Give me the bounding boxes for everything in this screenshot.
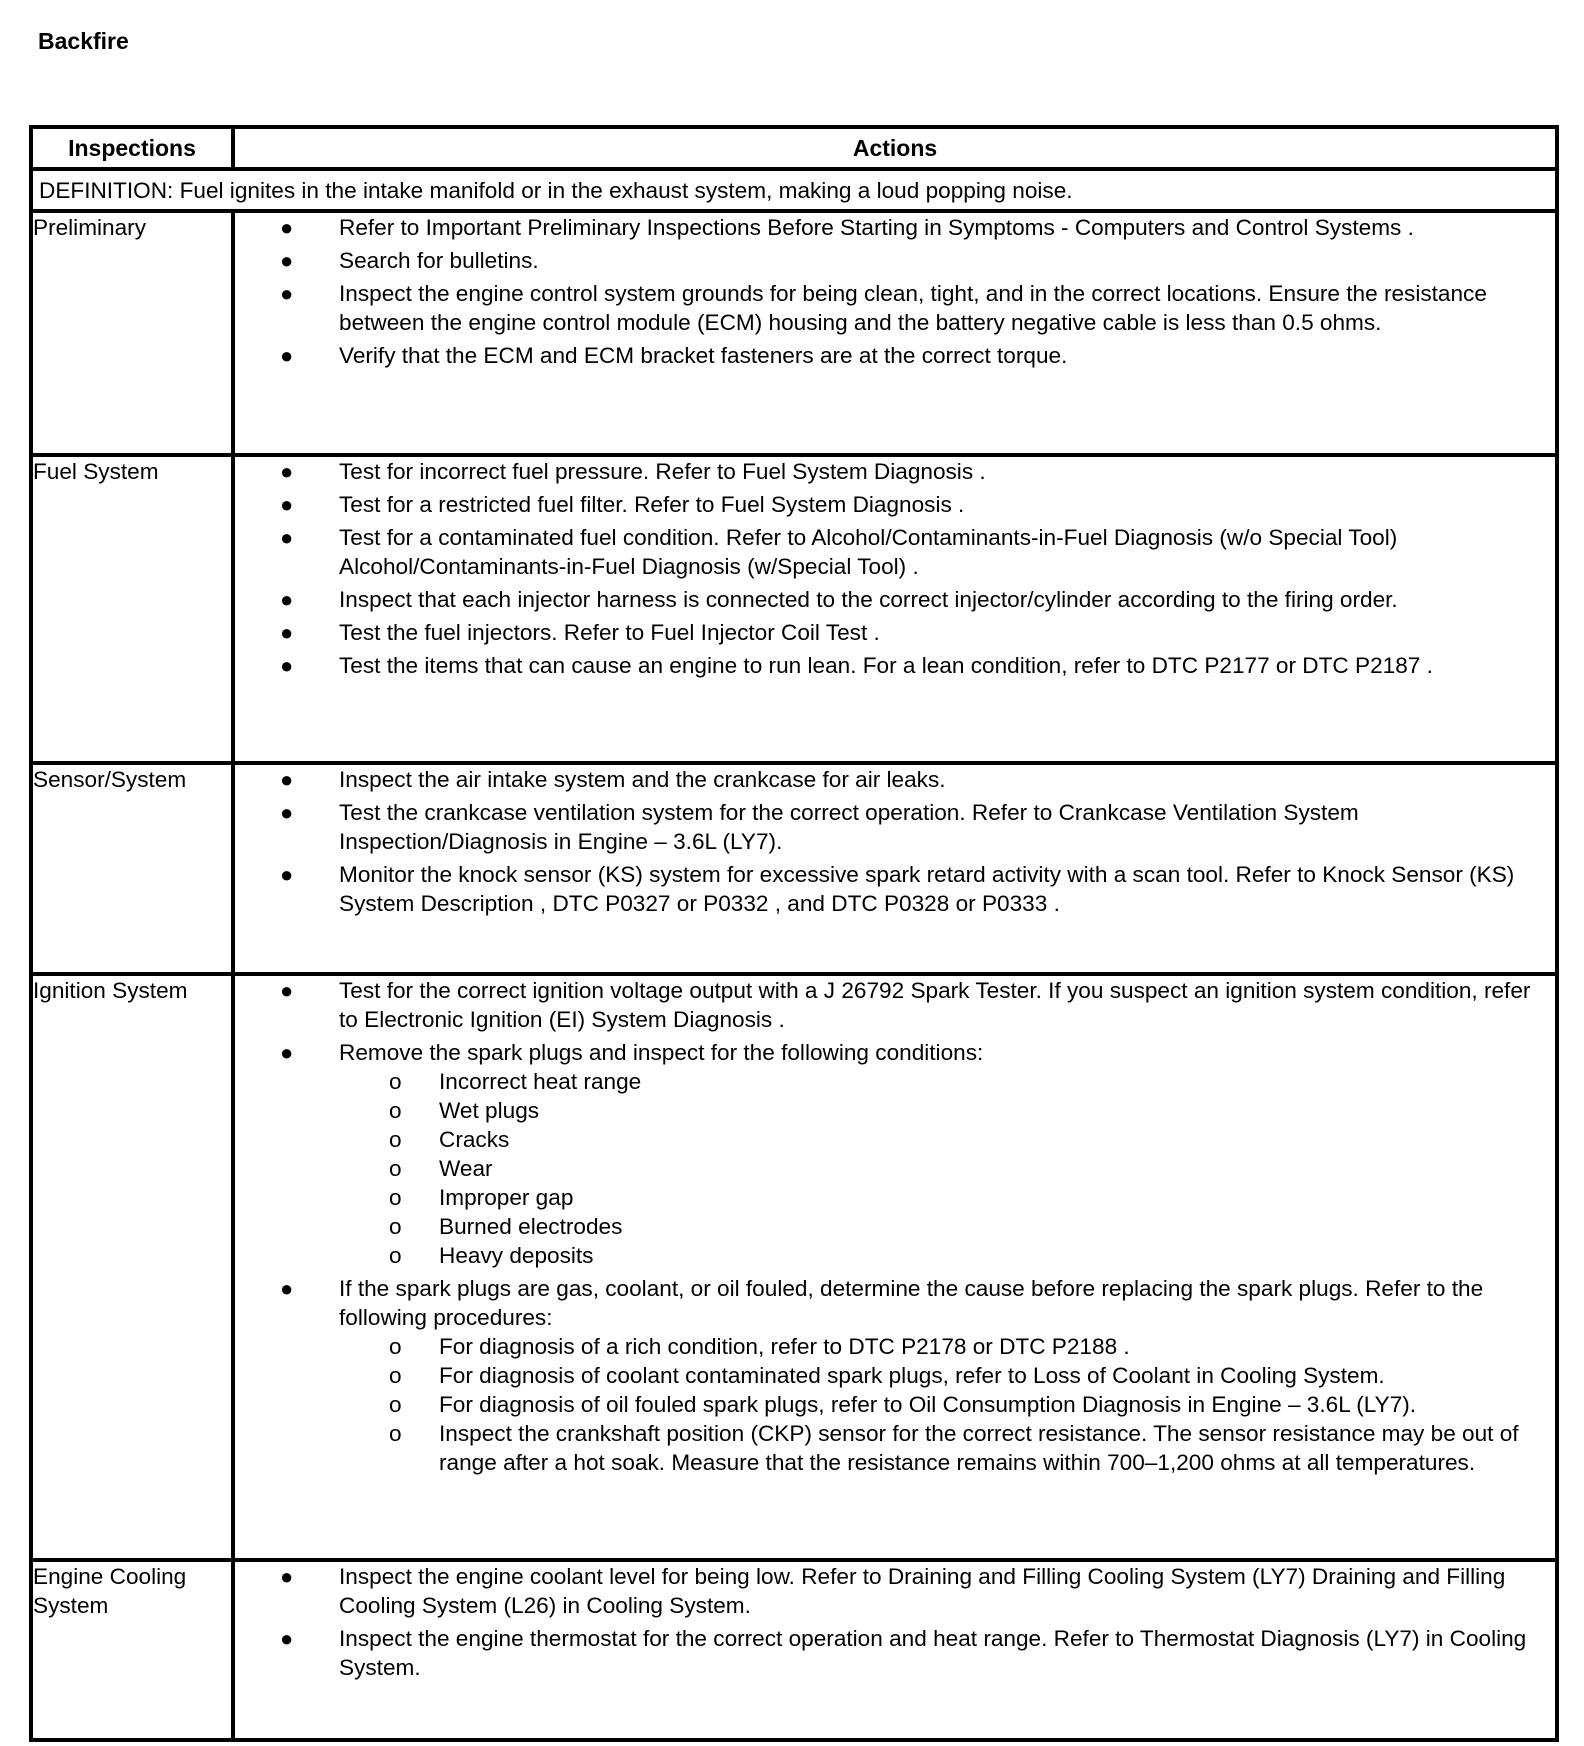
sub-item <box>389 1212 1555 1241</box>
header-inspections: Inspections <box>31 127 233 169</box>
action-item <box>280 1274 1555 1477</box>
action-item <box>280 279 1555 337</box>
action-list <box>235 457 1555 680</box>
sub-item-text: Wet plugs <box>439 1098 540 1123</box>
table-row <box>31 974 1557 1560</box>
actions-cell <box>233 974 1557 1560</box>
sub-item <box>389 1067 1555 1096</box>
actions-cell <box>233 455 1557 763</box>
action-item <box>280 1562 1555 1620</box>
action-item <box>280 976 1555 1034</box>
circle-bullet-icon: o <box>389 1069 402 1094</box>
action-item <box>280 457 1555 486</box>
table-row <box>31 211 1557 455</box>
sub-item-text: For diagnosis of a rich condition, refer to DTC P2178 or DTC P2188 . <box>439 1334 1130 1359</box>
bullet-icon: ● <box>280 800 294 825</box>
action-item <box>280 860 1555 918</box>
action-item <box>280 341 1555 370</box>
inspection-label: Preliminary <box>31 211 233 455</box>
sub-item-text: Cracks <box>439 1127 510 1152</box>
action-text: Inspect that each injector harness is connected to the correct injector/cylinder according to the firing order. <box>339 587 1398 612</box>
bullet-icon: ● <box>280 1040 294 1065</box>
bullet-icon: ● <box>280 459 294 484</box>
header-row <box>31 127 1557 169</box>
action-text: Inspect the engine thermostat for the correct operation and heat range. Refer to Thermostat Diagnosis (LY7) in Cooling System. <box>339 1626 1527 1680</box>
bullet-icon: ● <box>280 248 294 273</box>
action-item <box>280 523 1555 581</box>
action-item <box>280 618 1555 647</box>
bullet-icon: ● <box>280 281 294 306</box>
action-text: Test for incorrect fuel pressure. Refer to Fuel System Diagnosis . <box>339 459 986 484</box>
action-text: Inspect the air intake system and the crankcase for air leaks. <box>339 767 946 792</box>
action-text: Monitor the knock sensor (KS) system for excessive spark retard activity with a scan tool. Refer to Knock Sensor (KS) System Description , DTC P0327 or P0332 , and DTC P0328 or P0333 . <box>339 862 1515 916</box>
table-row <box>31 1560 1557 1740</box>
inspection-label: Fuel System <box>31 455 233 763</box>
inspection-label: Engine Cooling System <box>31 1560 233 1740</box>
action-text: Inspect the engine coolant level for being low. Refer to Draining and Filling Cooling System (LY7) Draining and Filling Cooling System (L26) in Cooling System. <box>339 1564 1506 1618</box>
actions-cell <box>233 1560 1557 1740</box>
bullet-icon: ● <box>280 525 294 550</box>
sub-item <box>389 1390 1555 1419</box>
action-text: Inspect the engine control system grounds for being clean, tight, and in the correct locations. Ensure the resistance between the engine control module (ECM) housing and the battery negative cable is less than 0.5 ohms. <box>339 281 1487 335</box>
bullet-icon: ● <box>280 1276 294 1301</box>
sub-item <box>389 1096 1555 1125</box>
action-list <box>235 976 1555 1477</box>
inspection-label: Sensor/System <box>31 763 233 974</box>
circle-bullet-icon: o <box>389 1334 402 1359</box>
action-list <box>235 765 1555 918</box>
sub-list <box>339 1067 1555 1270</box>
action-text: Test the fuel injectors. Refer to Fuel Injector Coil Test . <box>339 620 880 645</box>
bullet-icon: ● <box>280 767 294 792</box>
table-row <box>31 455 1557 763</box>
action-text: Refer to Important Preliminary Inspections Before Starting in Symptoms - Computers and Control Systems . <box>339 215 1414 240</box>
bullet-icon: ● <box>280 862 294 887</box>
action-item <box>280 1624 1555 1682</box>
bullet-icon: ● <box>280 215 294 240</box>
action-list <box>235 1562 1555 1682</box>
bullet-icon: ● <box>280 978 294 1003</box>
action-item <box>280 246 1555 275</box>
action-text: Test for a contaminated fuel condition. Refer to Alcohol/Contaminants-in-Fuel Diagnosis (w/o Special Tool) Alcohol/Contaminants-in-Fuel Diagnosis (w/Special Tool) . <box>339 525 1398 579</box>
page-title: Backfire <box>38 28 129 54</box>
bullet-icon: ● <box>280 492 294 517</box>
bullet-icon: ● <box>280 1564 294 1589</box>
circle-bullet-icon: o <box>389 1156 402 1181</box>
action-list <box>235 213 1555 370</box>
action-item <box>280 490 1555 519</box>
sub-item <box>389 1419 1555 1477</box>
sub-item-text: Inspect the crankshaft position (CKP) sensor for the correct resistance. The sensor resistance may be out of range after a hot soak. Measure that the resistance remains within 700–1,200 ohms at all temperatures. <box>439 1421 1519 1475</box>
sub-item-text: Heavy deposits <box>439 1243 594 1268</box>
action-item <box>280 213 1555 242</box>
sub-item-text: Wear <box>439 1156 493 1181</box>
diagnostic-table <box>29 125 1559 1742</box>
action-text: Test for a restricted fuel filter. Refer to Fuel System Diagnosis . <box>339 492 965 517</box>
circle-bullet-icon: o <box>389 1098 402 1123</box>
bullet-icon: ● <box>280 1626 294 1651</box>
bullet-icon: ● <box>280 587 294 612</box>
actions-cell <box>233 211 1557 455</box>
action-text: Verify that the ECM and ECM bracket fasteners are at the correct torque. <box>339 343 1068 368</box>
circle-bullet-icon: o <box>389 1185 402 1210</box>
bullet-icon: ● <box>280 620 294 645</box>
sub-item-text: Burned electrodes <box>439 1214 623 1239</box>
actions-cell <box>233 763 1557 974</box>
sub-list <box>339 1332 1555 1477</box>
inspection-label: Ignition System <box>31 974 233 1560</box>
sub-item <box>389 1241 1555 1270</box>
sub-item-text: Incorrect heat range <box>439 1069 642 1094</box>
bullet-icon: ● <box>280 653 294 678</box>
sub-item-text: For diagnosis of oil fouled spark plugs, refer to Oil Consumption Diagnosis in Engine – 3.6L (LY7). <box>439 1392 1417 1417</box>
table-row <box>31 763 1557 974</box>
circle-bullet-icon: o <box>389 1363 402 1388</box>
action-item <box>280 651 1555 680</box>
sub-item <box>389 1154 1555 1183</box>
sub-item <box>389 1361 1555 1390</box>
definition-text: DEFINITION: Fuel ignites in the intake manifold or in the exhaust system, making a loud popping noise. <box>31 169 1557 211</box>
action-text: Test the crankcase ventilation system for the correct operation. Refer to Crankcase Ventilation System Inspection/Diagnosis in Engine – 3.6L (LY7). <box>339 800 1359 854</box>
circle-bullet-icon: o <box>389 1127 402 1152</box>
sub-item <box>389 1332 1555 1361</box>
header-actions: Actions <box>233 127 1557 169</box>
action-text: Search for bulletins. <box>339 248 539 273</box>
circle-bullet-icon: o <box>389 1214 402 1239</box>
sub-item <box>389 1183 1555 1212</box>
action-text: Remove the spark plugs and inspect for the following conditions: <box>339 1040 984 1065</box>
action-text: If the spark plugs are gas, coolant, or oil fouled, determine the cause before replacing the spark plugs. Refer to the following procedures: <box>339 1276 1484 1330</box>
action-text: Test the items that can cause an engine to run lean. For a lean condition, refer to DTC P2177 or DTC P2187 . <box>339 653 1433 678</box>
action-item <box>280 585 1555 614</box>
sub-item-text: For diagnosis of coolant contaminated spark plugs, refer to Loss of Coolant in Cooling System. <box>439 1363 1385 1388</box>
bullet-icon: ● <box>280 343 294 368</box>
action-item <box>280 765 1555 794</box>
sub-item <box>389 1125 1555 1154</box>
action-text: Test for the correct ignition voltage output with a J 26792 Spark Tester. If you suspect an ignition system condition, refer to Electronic Ignition (EI) System Diagnosis . <box>339 978 1531 1032</box>
circle-bullet-icon: o <box>389 1392 402 1417</box>
circle-bullet-icon: o <box>389 1421 402 1446</box>
sub-item-text: Improper gap <box>439 1185 574 1210</box>
action-item <box>280 798 1555 856</box>
circle-bullet-icon: o <box>389 1243 402 1268</box>
action-item <box>280 1038 1555 1270</box>
definition-row <box>31 169 1557 211</box>
